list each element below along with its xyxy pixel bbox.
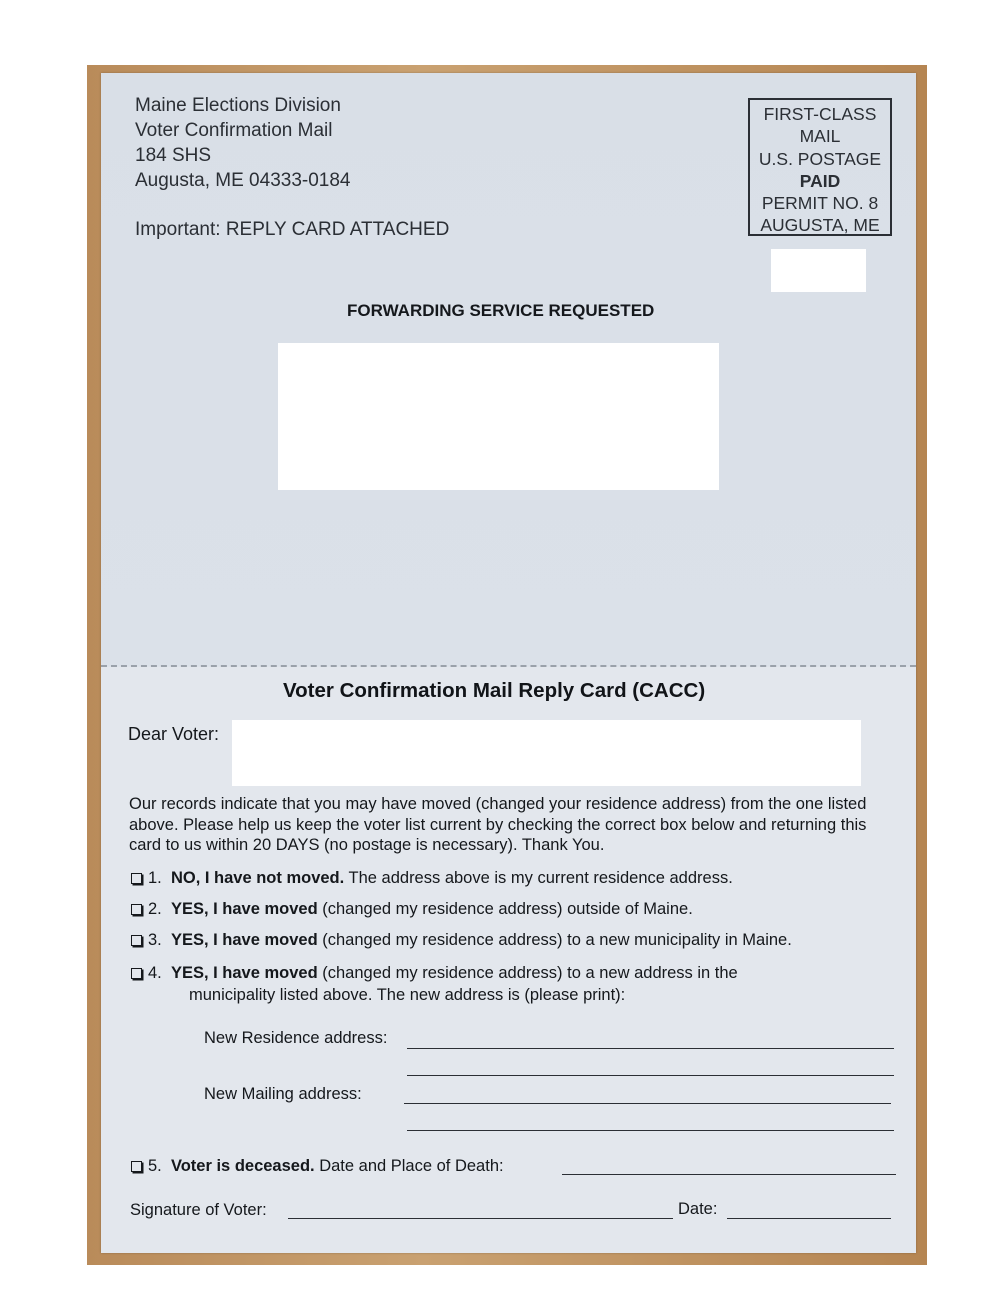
new-mailing-label: New Mailing address: bbox=[204, 1085, 362, 1103]
option-2: 2. YES, I have moved (changed my residence address) outside of Maine. bbox=[131, 900, 693, 919]
new-residence-line-1[interactable] bbox=[407, 1048, 894, 1049]
new-mailing-line-1[interactable] bbox=[404, 1103, 891, 1104]
permit-line4: PAID bbox=[799, 170, 841, 191]
new-residence-line-2[interactable] bbox=[407, 1075, 894, 1076]
option-5: 5. Voter is deceased. Date and Place of Death: bbox=[131, 1157, 504, 1176]
postage-permit-indicia bbox=[748, 98, 892, 236]
return-address-line1: Maine Elections Division bbox=[135, 95, 341, 116]
option-3: 3. YES, I have moved (changed my residence address) to a new municipality in Maine. bbox=[131, 931, 792, 950]
permit-line6: AUGUSTA, ME bbox=[760, 215, 880, 236]
permit-line2: MAIL bbox=[799, 126, 841, 147]
signature-line[interactable] bbox=[288, 1218, 673, 1219]
return-address-line2: Voter Confirmation Mail bbox=[135, 120, 333, 141]
option-4-continuation: municipality listed above. The new address is (please print): bbox=[189, 986, 626, 1004]
option-4: 4. YES, I have moved (changed my residence address) to a new address in the bbox=[131, 964, 738, 983]
salutation: Dear Voter: bbox=[128, 724, 220, 744]
new-mailing-line-2[interactable] bbox=[407, 1130, 894, 1131]
permit-line1: FIRST-CLASS bbox=[763, 104, 877, 124]
important-notice: Important: REPLY CARD ATTACHED bbox=[135, 219, 450, 240]
checkbox-2[interactable] bbox=[131, 904, 142, 915]
return-address-line3: 184 SHS bbox=[135, 145, 212, 166]
permit-line5: PERMIT NO. 8 bbox=[761, 193, 879, 214]
redacted-voter-info bbox=[232, 720, 861, 786]
reply-card-title: Voter Confirmation Mail Reply Card (CACC) bbox=[283, 679, 706, 702]
forwarding-notice: FORWARDING SERVICE REQUESTED bbox=[347, 301, 655, 320]
envelope-panel bbox=[101, 73, 916, 666]
signature-label: Signature of Voter: bbox=[130, 1201, 267, 1219]
return-address-line4: Augusta, ME 04333-0184 bbox=[135, 170, 351, 191]
date-label: Date: bbox=[678, 1200, 718, 1218]
checkbox-5[interactable] bbox=[131, 1161, 142, 1172]
intro-paragraph: Our records indicate that you may have moved (changed your residence address) from the one listed above. Please help us keep the voter list current by checking the correct box below and returning this card to us within 20 DAYS (no postage is necessary). Thank You. bbox=[129, 795, 867, 854]
date-line[interactable] bbox=[727, 1218, 891, 1219]
checkbox-4[interactable] bbox=[131, 968, 142, 979]
redacted-recipient-address bbox=[278, 343, 719, 490]
option-1: 1. NO, I have not moved. The address above is my current residence address. bbox=[131, 869, 733, 888]
checkbox-3[interactable] bbox=[131, 935, 142, 946]
checkbox-1[interactable] bbox=[131, 873, 142, 884]
reply-card-panel bbox=[101, 667, 916, 1253]
redacted-barcode bbox=[771, 249, 866, 292]
mailer-card bbox=[101, 73, 916, 1253]
new-residence-label: New Residence address: bbox=[204, 1029, 388, 1047]
permit-line3: U.S. POSTAGE bbox=[758, 148, 882, 169]
death-info-line[interactable] bbox=[562, 1174, 896, 1175]
